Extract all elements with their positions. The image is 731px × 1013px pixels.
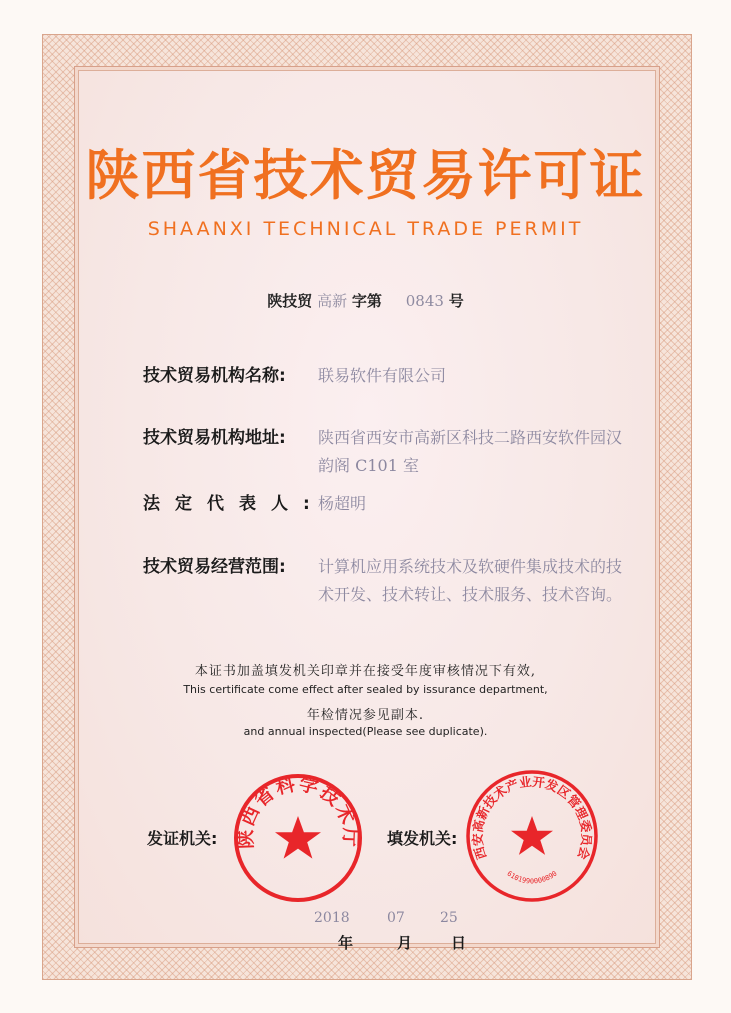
scope-value: 计算机应用系统技术及软硬件集成技术的技术开发、技术转让、技术服务、技术咨询。 [318,557,623,604]
date-year-unit: 年 [338,934,354,952]
date-day: 25 [440,910,458,926]
notice-line2-en: and annual inspected(Please see duplicate). [243,725,488,738]
org-name-value: 联易软件有限公司 [318,366,447,385]
certificate-title-en: SHAANXI TECHNICAL TRADE PERMIT [147,218,584,240]
address-value: 陕西省西安市高新区科技二路西安软件园汉韵阁 C101 室 [318,428,623,475]
issuer-seal [232,772,364,904]
filler-seal-text: 西安高新技术产业开发区管理委员会 [469,773,595,862]
notice-line1-en: This certificate come effect after sealed by issurance department, [183,683,548,696]
filler-label: 填发机关: [387,829,458,848]
date-day-unit: 日 [451,934,467,952]
representative-label: 法定代表人: [143,494,325,514]
scope-label: 技术贸易经营范围: [143,557,286,577]
notice-line1-cn: 本证书加盖填发机关印章并在接受年度审核情况下有效, [194,664,537,679]
permit-number-line [0,290,731,311]
address-label: 技术贸易机构地址: [143,428,286,448]
permit-word: 字第 [351,292,382,310]
org-name-label: 技术贸易机构名称: [143,366,286,386]
date-month: 07 [387,910,405,926]
filler-seal [464,768,600,904]
filler-seal-code: 6101990000890 [505,869,559,886]
permit-zone: 高新 [317,292,348,310]
issuer-label: 发证机关: [147,829,218,848]
svg-text:6101990000890 [505,870,558,886]
permit-prefix: 陕技贸 [267,292,313,310]
permit-number: 0843 [405,292,444,310]
star-icon [511,816,553,855]
certificate-title-cn: 陕西省技术贸易许可证 [85,144,646,207]
date-month-unit: 月 [397,934,413,952]
star-icon [275,816,321,859]
issuer-seal-text: 陕西省科学技术厅 [234,772,362,850]
date-year: 2018 [314,910,350,926]
permit-suffix: 号 [448,292,464,310]
representative-value: 杨超明 [318,494,367,513]
notice-line2-cn: 年检情况参见副本. [306,708,425,723]
